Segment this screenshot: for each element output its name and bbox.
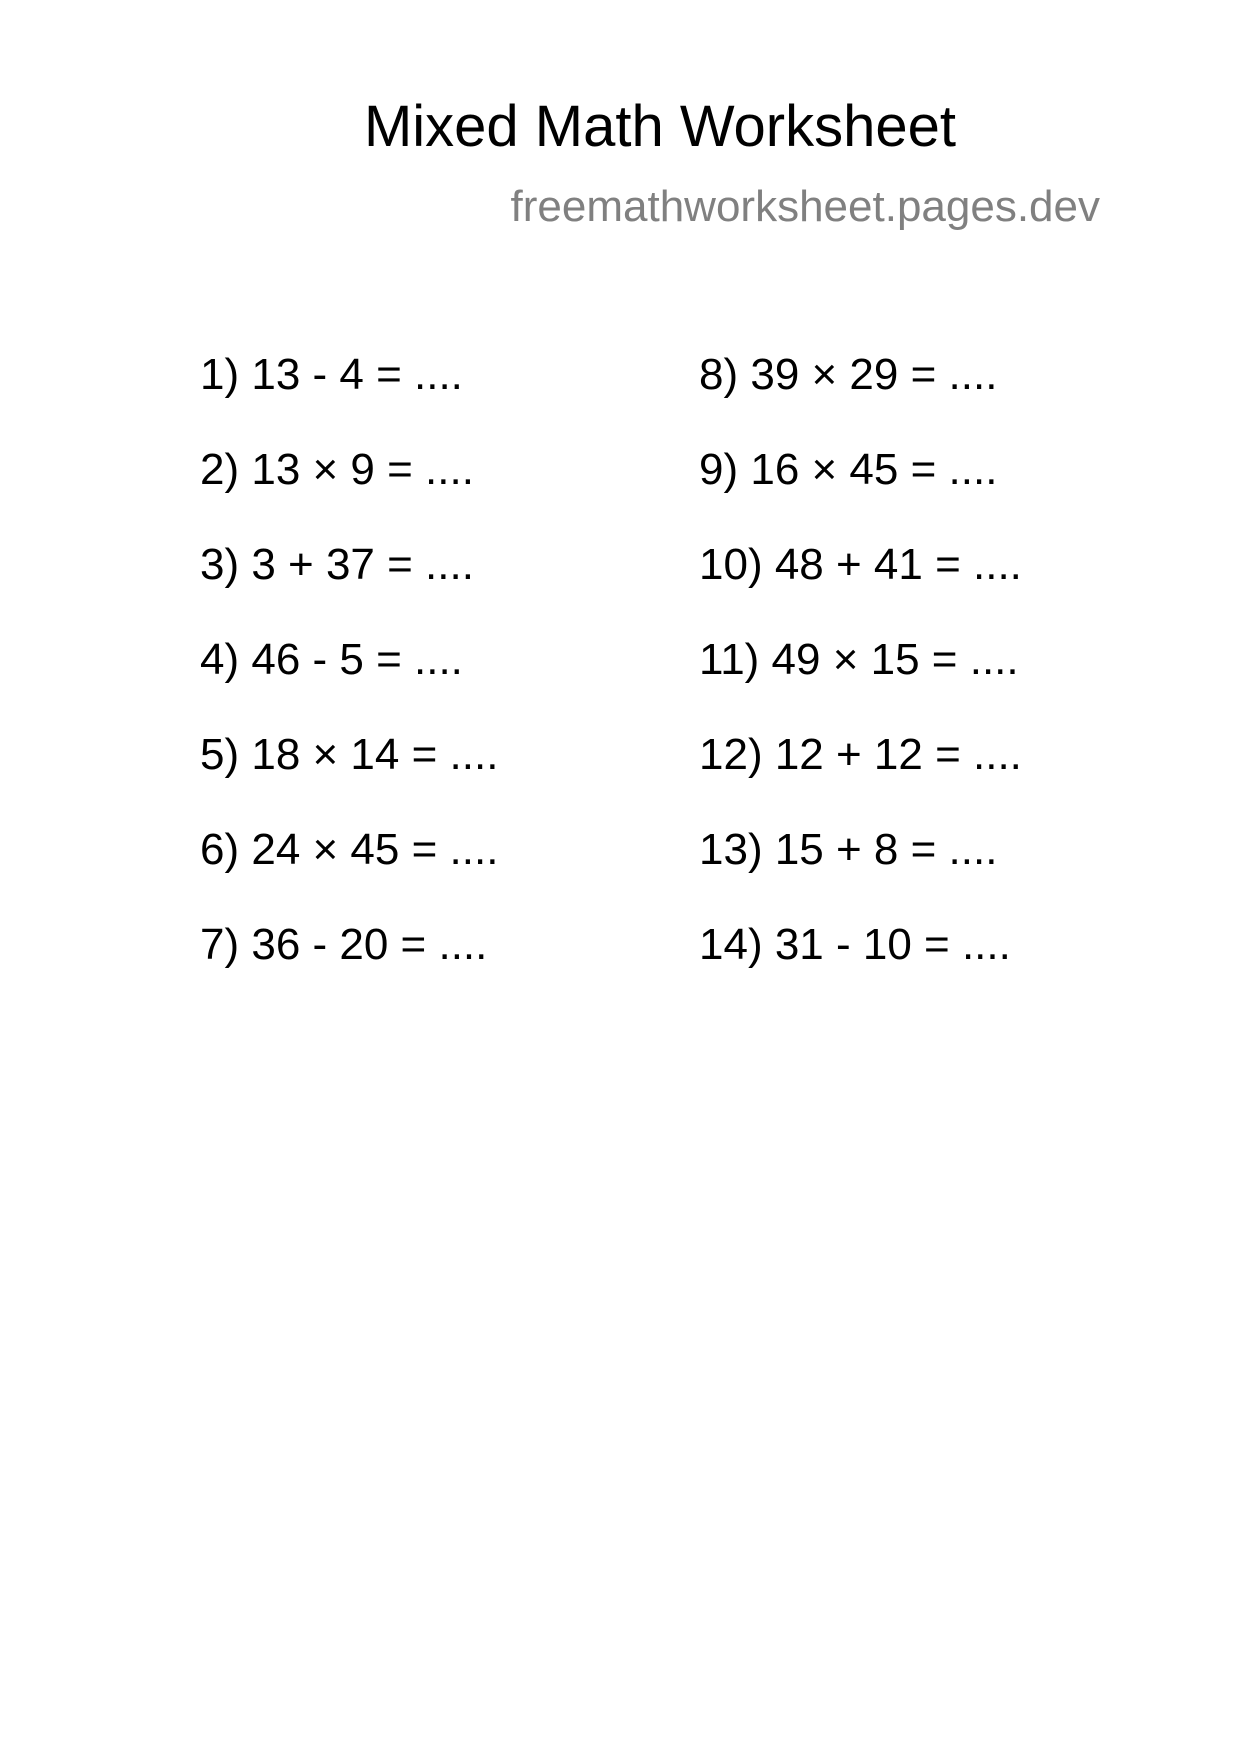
- problem-3: 3) 3 + 37 = ....: [200, 540, 474, 589]
- problem-8: 8) 39 × 29 = ....: [699, 350, 998, 399]
- problem-1: 1) 13 - 4 = ....: [200, 350, 463, 399]
- problem-2: 2) 13 × 9 = ....: [200, 445, 474, 494]
- problem-11: 11) 49 × 15 = ....: [699, 635, 1019, 684]
- problem-14: 14) 31 - 10 = ....: [699, 920, 1011, 969]
- problem-6: 6) 24 × 45 = ....: [200, 825, 499, 874]
- problem-4: 4) 46 - 5 = ....: [200, 635, 463, 684]
- source-url: freemathworksheet.pages.dev: [510, 182, 1100, 231]
- problem-10: 10) 48 + 41 = ....: [699, 540, 1022, 589]
- problem-column-left: [200, 350, 499, 1018]
- worksheet-title: Mixed Math Worksheet: [363, 94, 957, 159]
- problem-column-right: [699, 350, 1022, 1018]
- problem-5: 5) 18 × 14 = ....: [200, 730, 499, 779]
- problem-9: 9) 16 × 45 = ....: [699, 445, 998, 494]
- problem-7: 7) 36 - 20 = ....: [200, 920, 488, 969]
- problem-13: 13) 15 + 8 = ....: [699, 825, 998, 874]
- problem-12: 12) 12 + 12 = ....: [699, 730, 1022, 779]
